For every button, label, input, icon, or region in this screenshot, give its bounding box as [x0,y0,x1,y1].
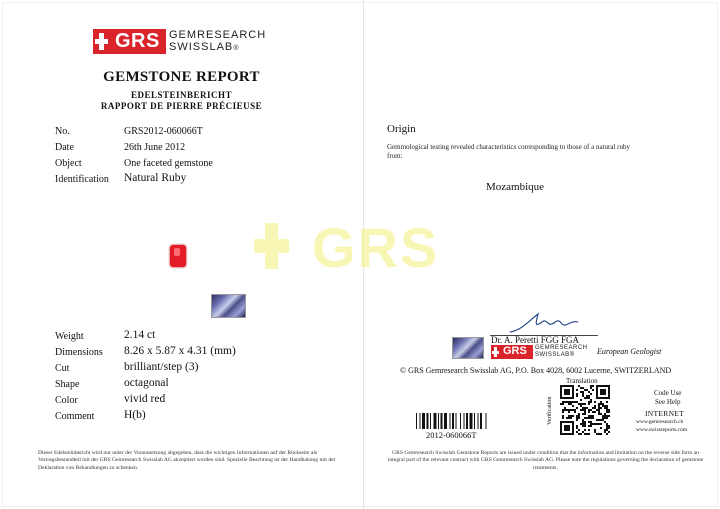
field-label-number: No. [55,126,70,137]
signatory-name: Dr. A. Peretti FGG FGA [491,335,580,345]
origin-heading: Origin [387,123,416,135]
field-value-identification: Natural Ruby [124,172,187,184]
ruby-highlight [174,248,180,256]
website-link-swissreports[interactable]: www.swissreports.com [636,427,687,433]
grs-logo-small-badge [491,345,533,359]
barcode-icon [416,413,510,429]
report-subtitle-de: EDELSTEINBERICHT [130,90,233,100]
logo-small-registered-mark: ® [569,352,575,358]
prop-value-dimensions: 8.26 x 5.87 x 4.31 (mm) [124,345,236,357]
report-subtitle-fr: RAPPORT DE PIERRE PRÉCIEUSE [100,101,263,111]
hologram-seal [211,294,246,318]
prop-value-weight: 2.14 ct [124,329,156,341]
prop-value-comment: H(b) [124,409,146,421]
code-use-text: Code Use [654,389,682,397]
grs-logo-badge [93,29,166,54]
field-value-number: GRS2012-060066T [124,126,203,137]
prop-label-shape: Shape [55,379,80,390]
field-label-date: Date [55,142,74,153]
hologram-seal-small [452,337,484,359]
see-help-text: See Help [655,398,681,406]
swiss-cross-small-bar [492,351,499,354]
logo-small-swisslab-text: SWISSLAB [535,352,570,358]
qr-code-icon[interactable] [560,385,610,435]
report-title: GEMSTONE REPORT [103,69,260,85]
logo-line-gemresearch: GEMRESEARCH [169,29,267,41]
origin-country: Mozambique [486,181,545,193]
watermark-cross-bar [254,239,289,253]
logo-registered-mark: ® [233,45,240,52]
field-label-identification: Identification [55,174,109,185]
prop-value-color: vivid red [124,393,166,405]
disclaimer-right: GRS Gemresearch Swisslab Gemstone Reports are issued under condition that the information and limitation on the reverse side form an integral part of the relevant contract with GRS Gemresearch Swisslab AG. Please note the regulations governing the declaration of gemstone treatments. [387,450,704,471]
field-value-object: One faceted gemstone [124,158,213,169]
logo-small-line-swisslab [535,352,575,358]
signatory-title: European Geologist [597,347,662,356]
verification-label: Verification [547,396,553,425]
field-value-date: 26th June 2012 [124,142,186,153]
prop-label-dimensions: Dimensions [55,347,103,358]
prop-value-shape: octagonal [124,377,169,389]
logo-line-swisslab [169,41,239,53]
prop-label-cut: Cut [55,363,70,374]
disclaimer-left: Dieser Edelsteinbericht wird nur unter der Voraussetzung abgegeben, dass die wichtigen Informationen auf der Rückseite als Vertragsbestandteil mit der GRS Gemresearch Swisslab AG akzeptiert worden sind. Spezielle Beachtung ist der Handhabung mit der Deklaration von Behandlungen zu schenken. [38,450,336,471]
grs-logo-word: GRS [115,30,160,52]
watermark-text: GRS [312,216,440,279]
grs-logo-small-word: GRS [503,345,527,357]
field-label-object: Object [55,158,82,169]
prop-label-color: Color [55,395,78,406]
prop-label-weight: Weight [55,331,84,342]
company-address: © GRS Gemresearch Swisslab AG, P.O. Box 4028, 6002 Lucerne, SWITZERLAND [400,366,672,375]
prop-value-cut: brilliant/step (3) [124,361,199,373]
internet-label: INTERNET [645,409,685,418]
prop-label-comment: Comment [55,411,95,422]
barcode-number: 2012-060066T [426,430,477,440]
translation-label: Translation [566,377,598,385]
origin-statement: Gemmological testing revealed characteristics corresponding to those of a natural ruby from: [387,143,630,160]
logo-swisslab-text: SWISSLAB [169,41,234,53]
signature-scribble [508,310,580,336]
website-link-gemresearch[interactable]: www.gemresearch.ch [636,419,684,425]
swiss-cross-bar [95,39,108,44]
logo-small-line-gemresearch: GEMRESEARCH [535,345,588,351]
